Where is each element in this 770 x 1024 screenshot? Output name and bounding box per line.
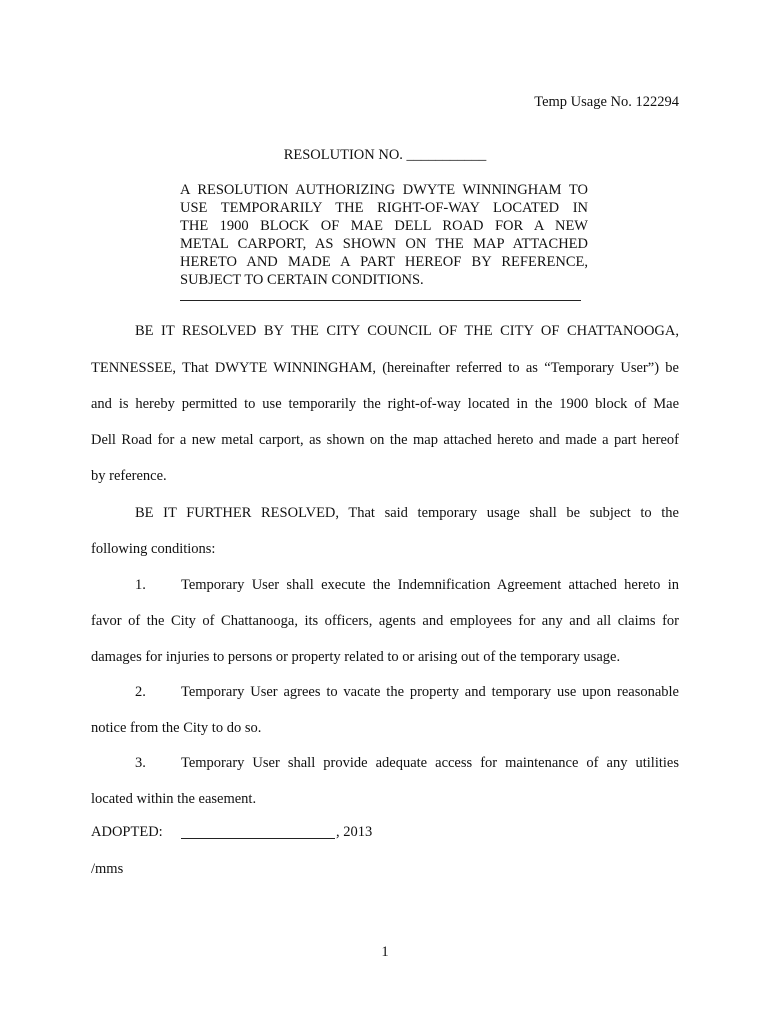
- condition-text: Temporary User shall provide adequate access for maintenance of any utilities: [181, 755, 679, 771]
- caption-line: USE TEMPORARILY THE RIGHT-OF-WAY LOCATED IN: [180, 200, 588, 216]
- paragraph-line: following conditions:: [91, 541, 216, 557]
- adopted-year: , 2013: [336, 824, 373, 840]
- paragraph-line: TENNESSEE, That DWYTE WINNINGHAM, (hereinafter referred to as “Temporary User”) be: [91, 360, 679, 376]
- paragraph-line: by reference.: [91, 468, 167, 484]
- adopted-date-blank: [181, 838, 335, 839]
- condition-line: favor of the City of Chattanooga, its officers, agents and employees for any and all claims for: [91, 613, 679, 629]
- page-number: 1: [381, 944, 389, 960]
- temp-usage-number: Temp Usage No. 122294: [534, 94, 679, 110]
- condition-number: 2.: [135, 684, 146, 700]
- condition-line: damages for injuries to persons or property related to or arising out of the temporary usage.: [91, 649, 621, 665]
- condition-text: Temporary User agrees to vacate the property and temporary use upon reasonable: [181, 684, 679, 700]
- condition-line: notice from the City to do so.: [91, 720, 262, 736]
- caption-line: THE 1900 BLOCK OF MAE DELL ROAD FOR A NEW: [180, 218, 588, 234]
- condition-item: [91, 577, 679, 594]
- condition-item: [91, 755, 679, 772]
- caption-line: METAL CARPORT, AS SHOWN ON THE MAP ATTACHED: [180, 236, 588, 252]
- adopted-label: ADOPTED:: [91, 824, 163, 840]
- condition-number: 3.: [135, 755, 146, 771]
- caption-line: HERETO AND MADE A PART HEREOF BY REFERENCE,: [180, 254, 588, 270]
- paragraph-line: BE IT RESOLVED BY THE CITY COUNCIL OF THE CITY OF CHATTANOOGA,: [135, 323, 679, 339]
- paragraph-line: Dell Road for a new metal carport, as shown on the map attached hereto and made a part hereof: [91, 432, 679, 448]
- condition-line: located within the easement.: [91, 791, 257, 807]
- caption-line: A RESOLUTION AUTHORIZING DWYTE WINNINGHAM TO: [180, 182, 588, 198]
- author-initials: /mms: [91, 861, 124, 877]
- paragraph-line: and is hereby permitted to use temporarily the right-of-way located in the 1900 block of Mae: [91, 396, 679, 412]
- condition-item: [91, 684, 679, 701]
- resolution-caption: [180, 181, 588, 289]
- condition-number: 1.: [135, 577, 146, 593]
- caption-line: SUBJECT TO CERTAIN CONDITIONS.: [180, 272, 424, 288]
- resolution-number: RESOLUTION NO. ___________: [283, 147, 487, 163]
- paragraph-line: BE IT FURTHER RESOLVED, That said temporary usage shall be subject to the: [135, 505, 679, 521]
- caption-divider: [180, 300, 581, 301]
- condition-text: Temporary User shall execute the Indemnification Agreement attached hereto in: [181, 577, 679, 593]
